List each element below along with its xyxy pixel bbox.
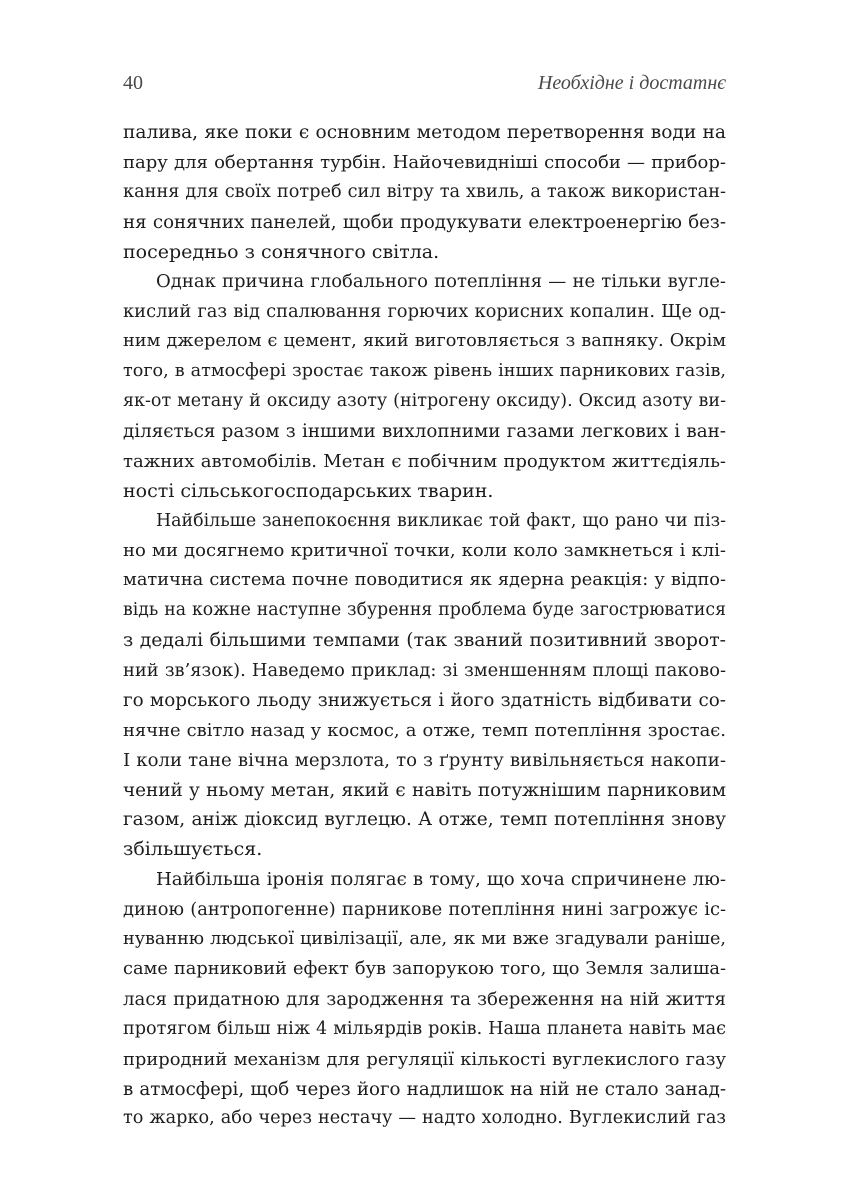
text-line: то жарко, або через нестачу — надто холодно. Вуглекислий газ — [123, 1108, 726, 1129]
text-line: но ми досягнемо критичної точки, коли коло замкнеться і клі- — [123, 540, 726, 562]
text-line: в атмосфері, щоб через його надлишок на ній не стало занад- — [123, 1078, 726, 1100]
text-line: го морського льоду знижується і його здатність відбивати со- — [123, 689, 726, 711]
text-line: ним джерелом є цемент, який виготовляється з вапняку. Окрім — [123, 331, 726, 352]
text-line: з дедалі більшими темпами (так званий позитивний зворот- — [123, 630, 726, 652]
text-line: саме парниковий ефект був запорукою того, що Земля залиша- — [123, 958, 726, 979]
text-line: ності сільськогосподарських тварин. — [123, 479, 494, 502]
text-line: Найбільша іронія полягає в тому, що хоча спричинене лю- — [156, 869, 726, 891]
text-line: пару для обертання турбін. Найочевидніші способи — прибор- — [123, 151, 726, 173]
text-line: нячне світло назад у космос, а отже, темп потепління зростає. — [123, 719, 726, 741]
text-line: тажних автомобілів. Метан є побічним продуктом життєдіяль- — [123, 450, 726, 472]
text-line: природний механізм для регуляції кількості вуглекислого газу — [123, 1048, 726, 1070]
text-line: відь на кожне наступне збурення проблема буде загострюватися — [123, 600, 726, 621]
text-line: протягом більш ніж 4 мільярдів років. Наша планета навіть має — [123, 1018, 726, 1039]
text-line: палива, яке поки є основним методом перетворення води на — [123, 122, 726, 143]
text-line: матична система почне поводитися як ядерна реакція: у відпо- — [123, 570, 726, 591]
text-line: І коли тане вічна мерзлота, то з ґрунту вивільняється накопи- — [123, 749, 726, 771]
page-number: 40 — [123, 72, 143, 94]
text-line: кислий газ від спалювання горючих корисних копалин. Ще од- — [123, 301, 726, 323]
text-line: ний зв’язок). Наведемо приклад: зі зменшенням площі паково- — [123, 660, 726, 682]
text-line: ня сонячних панелей, щоби продукувати електроенергію без- — [123, 211, 726, 233]
text-line: Найбільше занепокоєння викликає той факт, що рано чи піз- — [156, 510, 726, 531]
text-line: кання для своїх потреб сил вітру та хвиль, а також використан- — [123, 181, 726, 202]
text-line: діляється разом з іншими вихлопними газами легкових і ван- — [123, 420, 726, 442]
text-line: лася придатною для зародження та збереження на ній життя — [123, 988, 726, 1010]
text-line: як-от метану й оксиду азоту (нітрогену оксиду). Оксид азоту ви- — [123, 391, 726, 412]
text-line: посередньо з сонячного світла. — [123, 240, 440, 263]
text-line: диною (антропогенне) парникове потепління нині загрожує іс- — [123, 899, 726, 921]
text-line: нуванню людської цивілізації, але, як ми вже згадували раніше, — [123, 929, 726, 950]
text-line: Однак причина глобального потепління — не тільки вуглe- — [156, 271, 726, 293]
text-line: газом, аніж діоксид вуглецю. А отже, темп потепління знову — [123, 809, 726, 831]
body-text — [123, 118, 726, 1134]
text-line: збільшується. — [123, 838, 263, 861]
page-header — [123, 64, 726, 104]
running-title: Необхідне і достатнє — [537, 72, 726, 94]
text-line: чений у ньому метан, який є навіть потужнішим парниковим — [123, 779, 726, 801]
text-line: того, в атмосфері зростає також рівень інших парникових газів, — [123, 361, 726, 382]
